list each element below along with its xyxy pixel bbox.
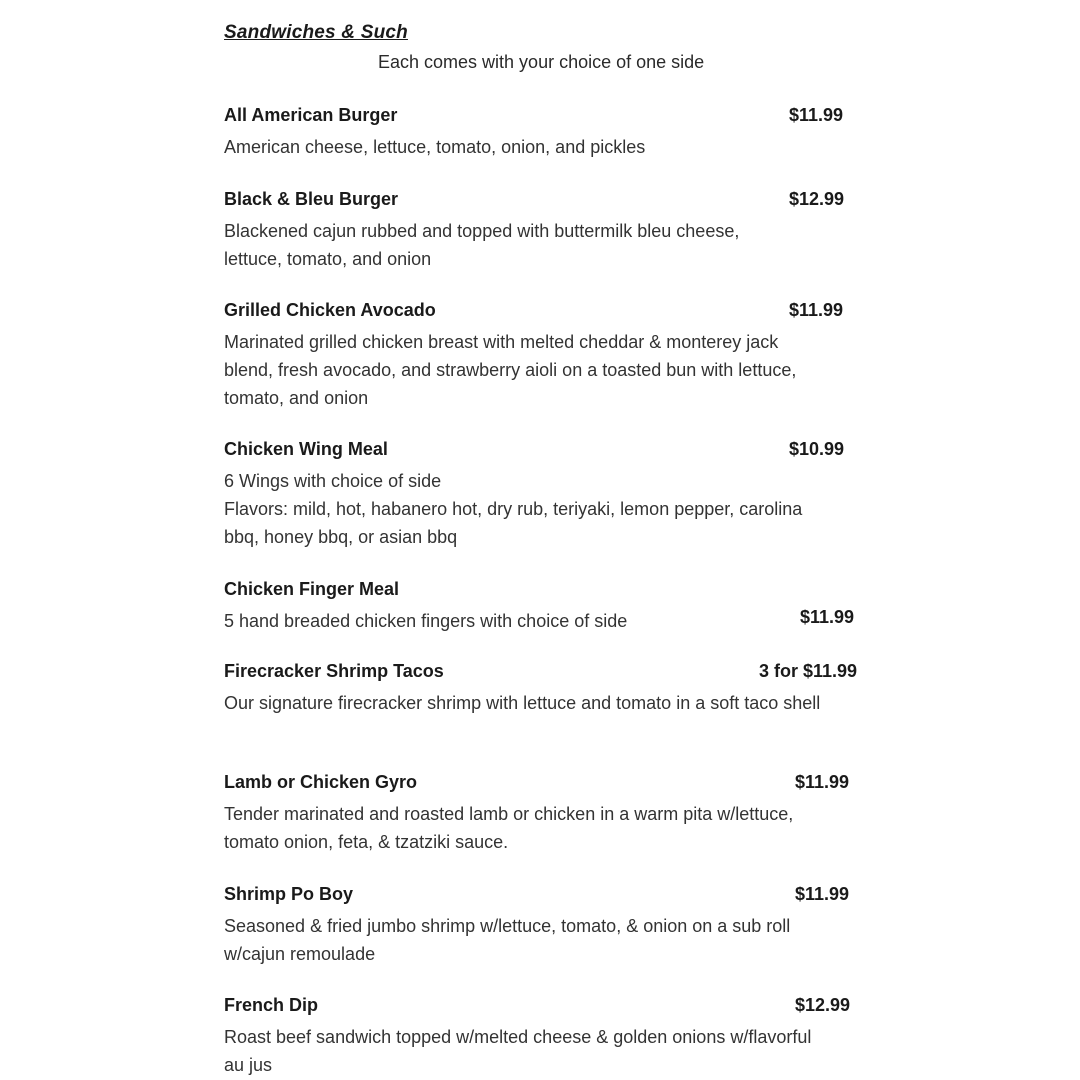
item-name: Black & Bleu Burger	[224, 189, 399, 209]
item-price: $11.99	[795, 772, 850, 792]
item-description: Marinated grilled chicken breast with melted cheddar & monterey jack blend, fresh avocado, and strawberry aioli on a toasted bun with lettuce, tomato, and onion	[224, 332, 797, 408]
menu-item	[224, 995, 904, 1079]
item-description: Seasoned & fried jumbo shrimp w/lettuce, tomato, & onion on a sub roll w/cajun remoulade	[224, 916, 791, 964]
menu-item	[224, 661, 904, 717]
menu-item	[224, 772, 904, 856]
item-price: $11.99	[795, 884, 850, 904]
item-price: $10.99	[789, 439, 845, 459]
item-description: 6 Wings with choice of side Flavors: mild, hot, habanero hot, dry rub, teriyaki, lemon pepper, carolina bbq, honey bbq, or asian bbq	[224, 471, 803, 547]
item-name: Chicken Wing Meal	[224, 439, 388, 459]
item-description: Our signature firecracker shrimp with lettuce and tomato in a soft taco shell	[224, 693, 821, 713]
item-name: Lamb or Chicken Gyro	[224, 772, 418, 792]
item-name: Firecracker Shrimp Tacos	[224, 661, 444, 681]
item-name: Chicken Finger Meal	[224, 579, 400, 599]
menu-item	[224, 189, 904, 273]
section-subtitle: Each comes with your choice of one side	[378, 52, 705, 72]
item-description: 5 hand breaded chicken fingers with choice of side	[224, 611, 628, 631]
section-title: Sandwiches & Such	[224, 22, 408, 43]
item-price: $12.99	[789, 189, 845, 209]
item-description: American cheese, lettuce, tomato, onion, and pickles	[224, 137, 646, 157]
menu-item	[224, 579, 904, 635]
item-price: $11.99	[800, 607, 855, 627]
menu-item	[224, 105, 904, 161]
item-name: Shrimp Po Boy	[224, 884, 354, 904]
item-name: All American Burger	[224, 105, 398, 125]
item-description: Tender marinated and roasted lamb or chicken in a warm pita w/lettuce, tomato onion, feta, & tzatziki sauce.	[224, 804, 794, 852]
menu-item	[224, 439, 904, 551]
item-name: Grilled Chicken Avocado	[224, 300, 436, 320]
menu-item	[224, 884, 904, 968]
item-price: $11.99	[789, 105, 844, 125]
menu-item	[224, 300, 904, 412]
item-name: French Dip	[224, 995, 319, 1015]
item-price: $11.99	[789, 300, 844, 320]
item-description: Blackened cajun rubbed and topped with buttermilk bleu cheese, lettuce, tomato, and onion	[224, 221, 740, 269]
item-price: 3 for $11.99	[759, 661, 858, 681]
item-price: $12.99	[795, 995, 851, 1015]
item-description: Roast beef sandwich topped w/melted cheese & golden onions w/flavorful au jus	[224, 1027, 812, 1075]
